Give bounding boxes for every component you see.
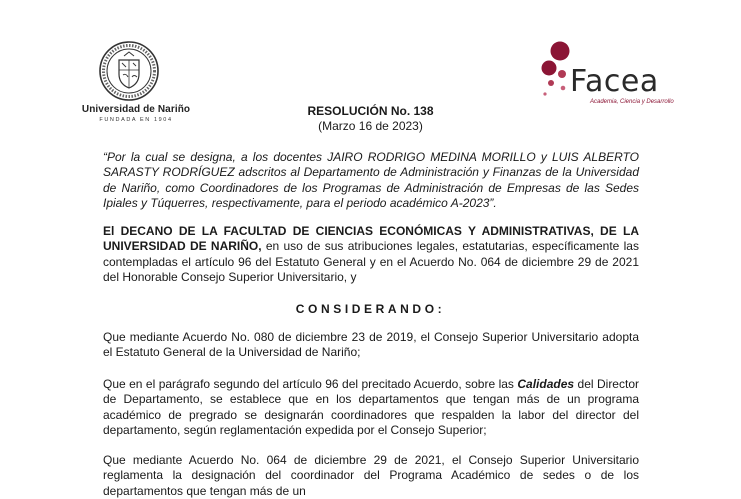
considerando-paragraph-1: Que mediante Acuerdo No. 080 de diciembre 23 de 2019, el Consejo Superior Universitario adopta el Estatuto General de la Universidad de Nariño; [103,330,639,360]
paragraph-2-text-end: del Director de Departamento, se establece que en los departamentos que tengan más de un programa académico de pregrado se designarán coordinadores que respalden la labor del director del departamento, según reglamentación expedida por el Consejo Superior; [103,377,639,438]
considerando-paragraph-3: Que mediante Acuerdo No. 064 de diciembre 29 de 2021, el Consejo Superior Universitario reglamenta la designación del coordinador del Programa Académico de sedes o de los departamentos que tengan más de un [103,453,639,498]
resolution-subject-quote: “Por la cual se designa, a los docentes JAIRO RODRIGO MEDINA MORILLO y LUIS ALBERTO SARASTY RODRÍGUEZ adscritos al Departamento de Administración y Finanzas de la Universidad de Nariño, como Coordinadores de los Programas de Administración de Empresas de las Sedes Ipiales y Túquerres, respectivamente, para el periodo académico A-2023”. [103,150,639,211]
facea-logo [536,28,696,112]
university-name: Universidad de Nariño [81,104,191,115]
considerando-heading: CONSIDERANDO: [295,302,446,316]
university-seal-icon [98,40,160,102]
paragraph-2-text-start: Que en el parágrafo segundo del artículo 96 del precitado Acuerdo, sobre las [103,377,518,391]
resolution-date: (Marzo 16 de 2023) [318,119,423,133]
considerando-paragraph-2 [103,377,639,439]
university-founded: FUNDADA EN 1904 [99,117,173,123]
paragraph-2-emphasis: Calidades [517,377,575,391]
decano-paragraph [103,224,639,286]
resolution-title: RESOLUCIÓN No. 138 [307,104,434,118]
decano-body-text: en uso de sus atribuciones legales, estatutarias, específicamente las contempladas el artículo 96 del Estatuto General y en el Acuerdo No. 064 de diciembre 29 de 2021 del Honorable Consejo Superior Universitario, y [103,239,639,285]
facea-wordmark: Facea [570,64,659,99]
decano-bold-text: El DECANO DE LA FACULTAD DE CIENCIAS ECONÓMICAS Y ADMINISTRATIVAS, DE LA UNIVERSIDAD DE NARIÑO, [103,224,639,254]
facea-tagline: Academia, Ciencia y Desarrollo [590,99,674,105]
